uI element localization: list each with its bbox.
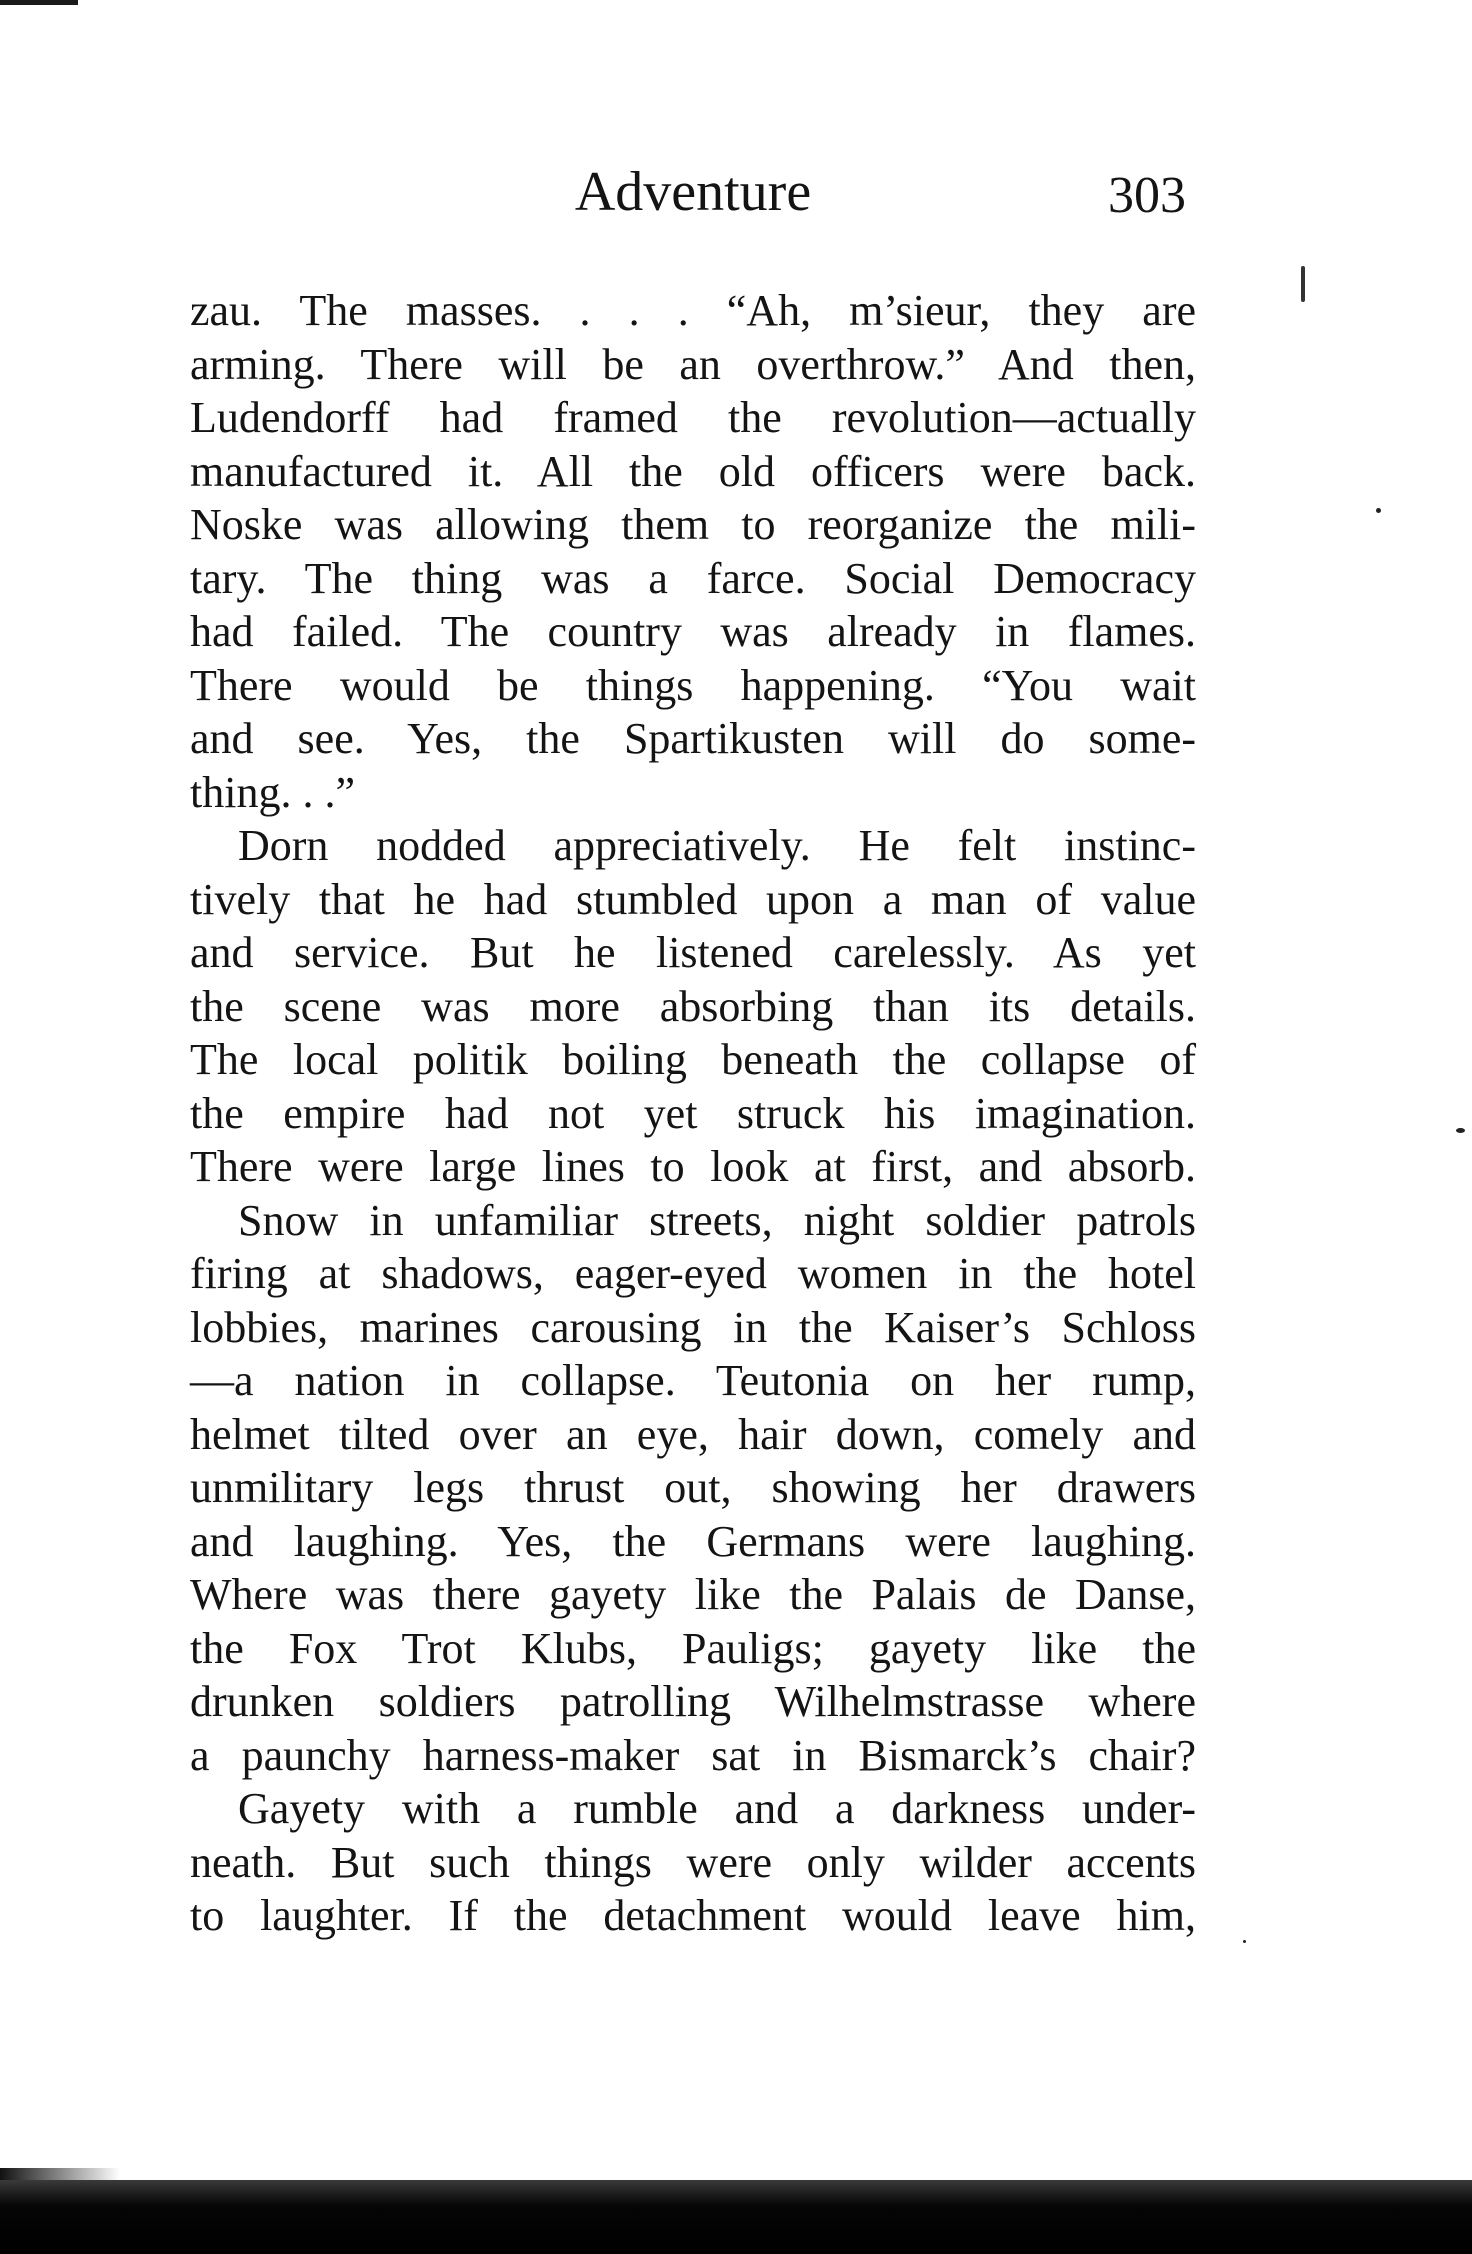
page-header xyxy=(190,152,1196,232)
text-line: zau. The masses. . . . “Ah, m’sieur, they are xyxy=(190,286,1196,335)
paragraph xyxy=(190,1782,1196,1943)
scan-corner-mark xyxy=(0,0,78,5)
text-line: the Fox Trot Klubs, Pauligs; gayety like the xyxy=(190,1623,1196,1673)
page-number: 303 xyxy=(1108,167,1186,224)
text-line: The local politik boiling beneath the collapse of xyxy=(190,1035,1196,1084)
paragraph xyxy=(190,284,1196,819)
text-line: Ludendorff had framed the revolution—actually xyxy=(190,393,1196,442)
scan-speck xyxy=(1456,1128,1465,1133)
text-line: Noske was allowing them to reorganize the mili- xyxy=(190,500,1196,549)
page-body xyxy=(190,284,1196,1943)
scan-speck xyxy=(1243,1940,1246,1943)
text-line: Dorn nodded appreciatively. He felt instinc- xyxy=(238,821,1196,870)
running-title: Adventure xyxy=(574,161,812,223)
scan-speck xyxy=(1376,508,1381,513)
text-line: the scene was more absorbing than its details. xyxy=(190,981,1196,1031)
text-line: There were large lines to look at first, and absorb. xyxy=(190,1142,1196,1191)
text-line: tary. The thing was a farce. Social Democracy xyxy=(190,553,1196,603)
text-line: neath. But such things were only wilder accents xyxy=(190,1837,1196,1887)
text-line: to laughter. If the detachment would leave him, xyxy=(190,1891,1196,1940)
text-line: manufactured it. All the old officers were back. xyxy=(190,446,1196,496)
text-line: and service. But he listened carelessly. As yet xyxy=(190,928,1196,977)
text-line: —a nation in collapse. Teutonia on her rump, xyxy=(190,1356,1196,1405)
text-line: unmilitary legs thrust out, showing her drawers xyxy=(190,1463,1196,1512)
paragraph xyxy=(190,819,1196,1194)
text-line: drunken soldiers patrolling Wilhelmstrasse where xyxy=(190,1677,1196,1726)
text-line: There would be things happening. “You wait xyxy=(190,660,1196,710)
text-line: Gayety with a rumble and a darkness under- xyxy=(238,1784,1196,1833)
text-line: arming. There will be an overthrow.” And then, xyxy=(190,339,1196,389)
text-line: a paunchy harness-maker sat in Bismarck’s chair? xyxy=(190,1730,1196,1780)
paragraph xyxy=(190,1194,1196,1783)
scan-bottom-shadow xyxy=(0,2180,1472,2254)
text-line: Snow in unfamiliar streets, night soldier patrols xyxy=(238,1195,1196,1245)
text-line: the empire had not yet struck his imagination. xyxy=(190,1088,1196,1138)
margin-pencil-mark xyxy=(1301,266,1305,302)
text-line: tively that he had stumbled upon a man of value xyxy=(190,874,1196,924)
text-line: thing. . .” xyxy=(190,767,355,817)
text-line: lobbies, marines carousing in the Kaiser’s Schloss xyxy=(190,1302,1196,1352)
text-line: and laughing. Yes, the Germans were laughing. xyxy=(190,1516,1196,1566)
text-line: Where was there gayety like the Palais de Danse, xyxy=(190,1570,1196,1619)
text-line: firing at shadows, eager-eyed women in the hotel xyxy=(190,1249,1196,1298)
text-line: helmet tilted over an eye, hair down, comely and xyxy=(190,1409,1196,1459)
text-line: and see. Yes, the Spartikusten will do some- xyxy=(190,714,1196,763)
text-line: had failed. The country was already in flames. xyxy=(190,607,1196,656)
